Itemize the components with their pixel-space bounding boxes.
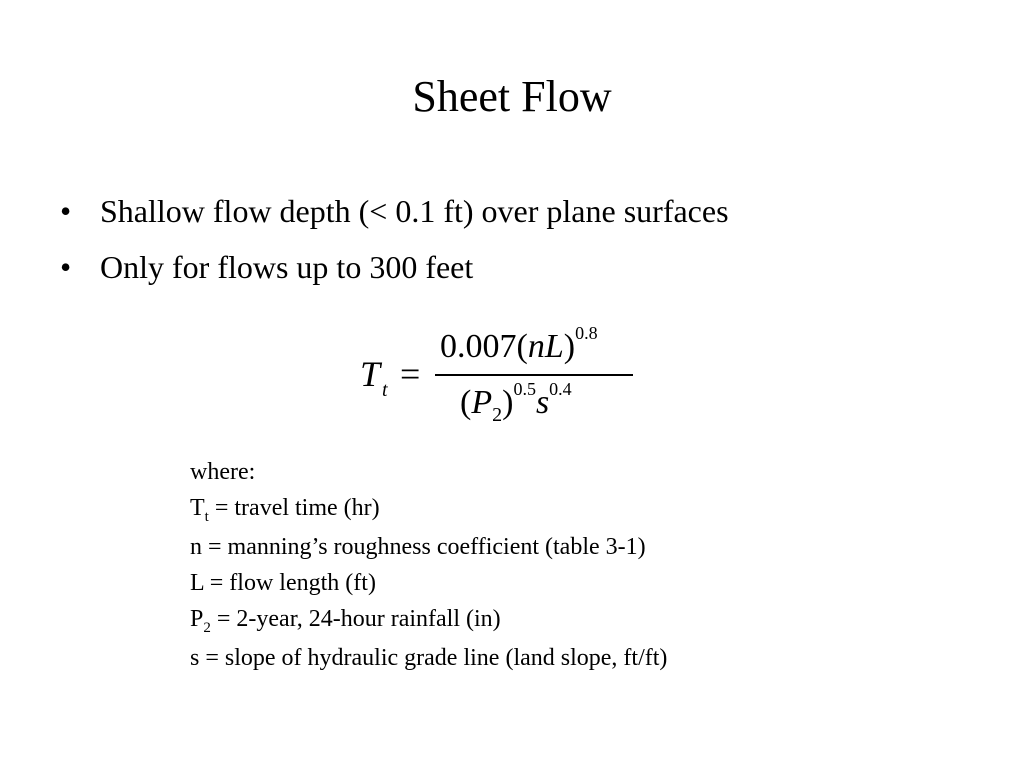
- bullet-item: [60, 244, 729, 290]
- definition-p2-subscript: 2: [203, 620, 211, 636]
- equation-lhs-subscript: t: [382, 379, 388, 401]
- definition-tt-text: = travel time (hr): [208, 495, 380, 521]
- equation-denominator: [460, 379, 572, 426]
- equation-lhs: [360, 354, 386, 400]
- definition-tt-subscript: t: [204, 509, 209, 525]
- definition-tt-symbol: T: [190, 495, 205, 521]
- numerator-coefficient: 0.007: [440, 328, 517, 365]
- variable-definitions: [190, 454, 667, 676]
- denominator-s: s: [535, 384, 550, 421]
- bullet-dot-icon: •: [60, 193, 72, 229]
- denominator-exponent-1: 0.5: [513, 379, 536, 399]
- bullet-dot-icon: •: [60, 249, 72, 285]
- definition-l: L = flow length (ft): [190, 570, 376, 596]
- bullet-item: [60, 188, 729, 234]
- bullet-text: Shallow flow depth (< 0.1 ft) over plane surfaces: [100, 193, 729, 229]
- denominator-close-paren: ): [502, 384, 514, 421]
- definition-s: s = slope of hydraulic grade line (land slope, ft/ft): [190, 645, 668, 671]
- numerator-close-paren: ): [563, 328, 576, 365]
- definition-p2-symbol: P: [190, 606, 204, 632]
- travel-time-equation: [360, 320, 650, 440]
- fraction-bar: [435, 374, 633, 376]
- definition-n: n = manning’s roughness coefficient (table 3-1): [190, 534, 646, 560]
- numerator-variables: nL: [527, 328, 564, 365]
- denominator-exponent-2: 0.4: [549, 379, 572, 399]
- denominator-open-paren: (: [460, 384, 472, 421]
- denominator-p-subscript: 2: [492, 404, 503, 426]
- numerator-open-paren: (: [516, 328, 528, 365]
- definitions-header: where:: [190, 459, 256, 485]
- definition-p2: [190, 601, 667, 640]
- bullet-list: [60, 188, 729, 300]
- equation-equals: =: [400, 354, 421, 394]
- definition-p2-text: = 2-year, 24-hour rainfall (in): [210, 606, 501, 632]
- equation-lhs-symbol: T: [360, 354, 381, 394]
- numerator-exponent: 0.8: [575, 323, 598, 343]
- slide-title: Sheet Flow: [412, 72, 612, 121]
- equation-numerator: [440, 323, 598, 370]
- denominator-p: P: [471, 384, 493, 421]
- definition-tt: [190, 490, 667, 529]
- bullet-text: Only for flows up to 300 feet: [100, 249, 474, 285]
